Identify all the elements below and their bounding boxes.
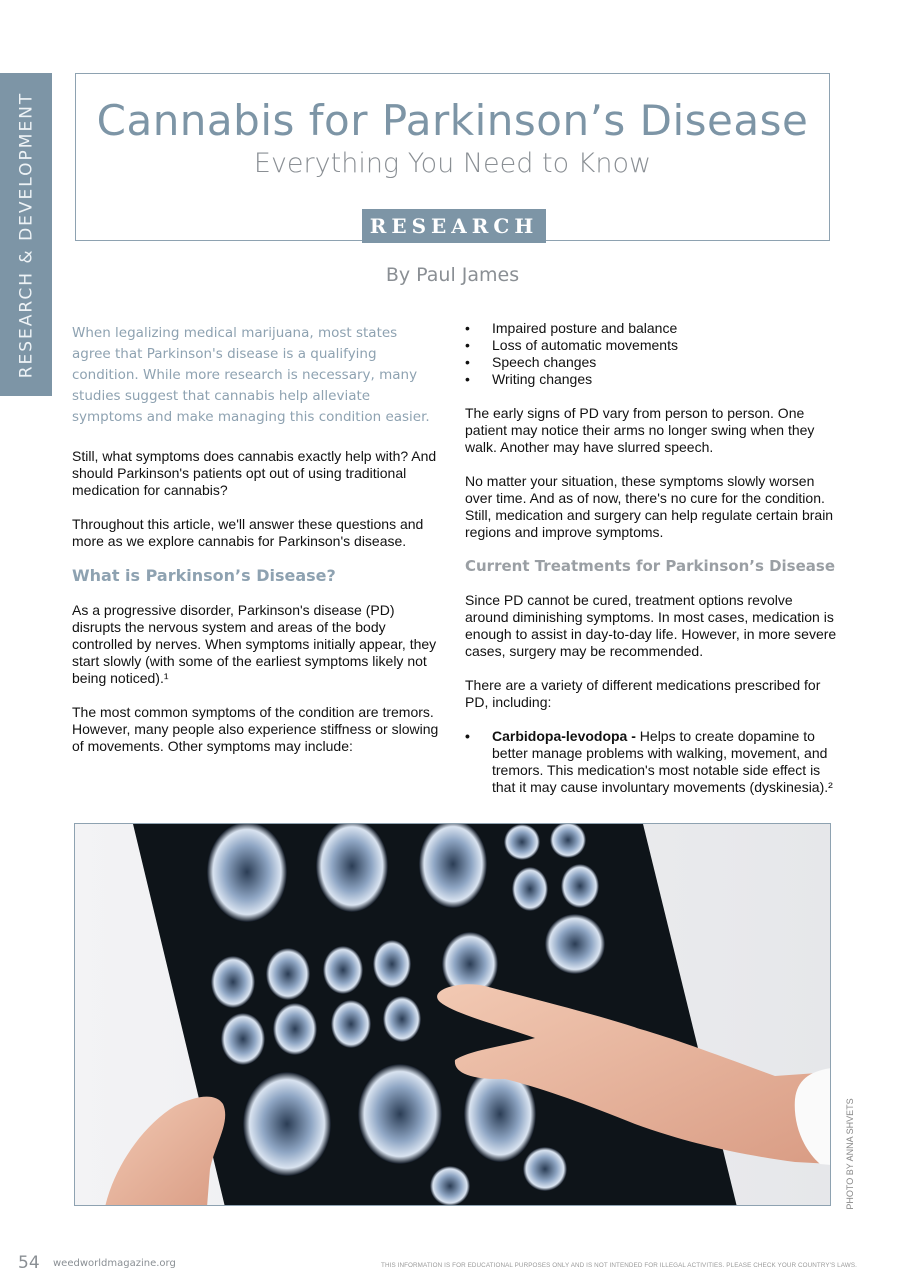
photo-credit: PHOTO BY ANNA SHVETS [845, 1098, 855, 1210]
website-link[interactable]: weedworldmagazine.org [53, 1258, 176, 1269]
left-column [72, 323, 440, 755]
bullet-icon: • [465, 354, 470, 370]
bullet-icon: • [465, 371, 470, 387]
section-heading: Current Treatments for Parkinson’s Disease [465, 557, 836, 575]
research-badge: RESEARCH [362, 209, 546, 243]
list-item: • Writing changes [465, 371, 593, 387]
medication-name: Carbidopa-levodopa - [492, 728, 636, 744]
section-side-tab [0, 73, 52, 396]
section-heading: What is Parkinson’s Disease? [72, 566, 336, 585]
medication-item [465, 728, 837, 796]
article-subtitle: Everything You Need to Know [253, 148, 652, 179]
paragraph: The early signs of PD vary from person to person. One patient may notice their arms no longer swing when they walk. Another may have slurred speech. [465, 405, 815, 455]
list-item: • Loss of automatic movements [465, 337, 678, 353]
paragraph: Still, what symptoms does cannabis exactly help with? And should Parkinson's patients opt out of using traditional medication for cannabis? [72, 448, 437, 498]
footer-disclaimer: THIS INFORMATION IS FOR EDUCATIONAL PURPOSES ONLY AND IS NOT INTENDED FOR ILLEGAL ACTIVITIES. PLEASE CHECK YOUR COUNTRY'S LAWS. [381, 1262, 857, 1269]
paragraph: No matter your situation, these symptoms slowly worsen over time. And as of now, there's no cure for the condition. Still, medication and surgery can help regulate certain brain regions and improve symptoms. [465, 473, 834, 540]
byline: By Paul James [385, 264, 520, 286]
paragraph: The most common symptoms of the condition are tremors. However, many people also experience stiffness or slowing of movements. Other symptoms may include: [72, 704, 439, 754]
paragraph: Throughout this article, we'll answer these questions and more as we explore cannabis for Parkinson's disease. [72, 516, 424, 549]
paragraph: As a progressive disorder, Parkinson's disease (PD) disrupts the nervous system and areas of the body controlled by nerves. When symptoms initially appear, they start slowly (with some of the earliest symptoms likely not being noticed).¹ [72, 602, 437, 686]
bullet-icon: • [465, 337, 470, 353]
list-item: • Speech changes [465, 354, 597, 370]
symptom-list [465, 320, 837, 388]
list-item: • Impaired posture and balance [465, 320, 678, 336]
right-column [465, 320, 837, 796]
page-number: 54 [18, 1253, 40, 1273]
brain-scan-photo [74, 823, 831, 1206]
paragraph: Since PD cannot be cured, treatment options revolve around diminishing symptoms. In most cases, medication is enough to assist in day-to-day life. However, in more severe cases, surgery may be recommended. [465, 592, 837, 659]
section-label: RESEARCH & DEVELOPMENT [16, 91, 37, 378]
lead-paragraph: When legalizing medical marijuana, most states agree that Parkinson's disease is a qualifying condition. While more research is necessary, many studies suggest that cannabis help alleviate symptoms and make managing this condition easier. [72, 325, 430, 425]
medication-description: Helps to create dopamine to better manage problems with walking, movement, and tremors. This medication's most notable side effect is that it may cause involuntary movements (dyskinesia).² [492, 728, 833, 795]
bullet-icon: • [465, 320, 470, 336]
article-title: Cannabis for Parkinson’s Disease [96, 96, 809, 145]
paragraph: There are a variety of different medications prescribed for PD, including: [465, 677, 821, 710]
bullet-icon: • [465, 728, 470, 744]
title-box [75, 73, 830, 241]
